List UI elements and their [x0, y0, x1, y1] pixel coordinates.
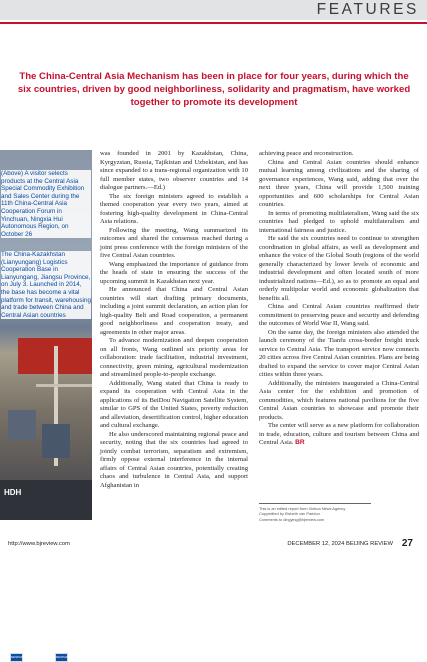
photo-ground: [0, 480, 92, 520]
body-paragraph: Wang emphasized the importance of guidance from the heads of state in ensuring the success of the upcoming summit in Kazakhstan next year.: [100, 260, 248, 285]
body-paragraph: He said the six countries need to continue to strengthen coordination in global affairs, as well as development and enhance the voice of the Global South (regions of the world generally characterized by lower levels of economic and industrial development and often located south of more industrialized nations—Ed.), so as to promote an equal and orderly multipolar world and economic globalization that benefits all.: [259, 235, 419, 302]
footer-issue: DECEMBER 12, 2024 BEIJING REVIEW: [287, 541, 393, 547]
credit-contact: Comments to dingying@bjreview.com: [259, 516, 325, 522]
body-paragraph: China and Central Asian countries should enhance mutual learning among civilizations and the sharing of governance experiences, Wang said, adding that over the next three years, China will provide 1,500 training opportunities and 600 scholarships for Central Asian countries.: [259, 158, 419, 208]
photo-truck-cab: [42, 424, 70, 458]
section-label: FEATURES: [316, 1, 419, 18]
body-paragraph: China and Central Asian countries reaffirmed their commitment to preserving peace and security and defending the outcomes of World War II, Wang said.: [259, 303, 419, 327]
body-column-1: [100, 150, 248, 490]
photo-truck-cab: [8, 410, 36, 440]
body-paragraph: The six foreign ministers agreed to establish a themed cooperation year every two years, aimed at fostering high-quality development in China-Central Asia relations.: [100, 192, 248, 225]
body-paragraph: Additionally, Wang stated that China is ready to expand its cooperation with Central Asia in the applications of its BeiDou Navigation Satellite System, similar to GPS of the United States, poverty reduction and alleviation, desertification control, higher education and cultural exchange.: [100, 379, 248, 429]
body-paragraph: He announced that China and Central Asian countries will start drafting primary documents, including a joint summit declaration, an action plan for high-quality Belt and Road cooperation, a permanent good neighborliness and cooperation treaty, and agreements in other major areas.: [100, 286, 248, 336]
photo-badge: DESPARK: [10, 653, 23, 662]
photo-sign-text: HDH: [4, 488, 22, 497]
body-paragraph: In terms of promoting multilateralism, Wang said the six countries had pledged to uphold multilateralism and international fairness and justice.: [259, 209, 419, 234]
header-rule: [0, 22, 427, 24]
footer-url[interactable]: http://www.bjreview.com: [8, 541, 70, 547]
body-column-2: [259, 150, 419, 448]
body-paragraph: was founded in 2001 by Kazakhstan, China, Kyrgyzstan, Russia, Tajikistan and Uzbekistan, and has since expanded to a trans-regional organization with 10 full member states, two observer countries and 14 dialogue partners.—Ed.): [100, 150, 248, 191]
article-deck: The China-Central Asia Mechanism has been in place for four years, during which the six countries, driven by good neighborliness, solidarity and pragmatism, have worked together to promote its development: [17, 71, 411, 109]
photo-caption: (Above) A visitor selects products at the Central Asia Special Commodity Exhibition and Sales Center during the 11th China-Central Asia Cooperation Forum in Yinchuan, Ningxia Hui Autonomous Region, on October 26: [1, 170, 91, 238]
body-paragraph: On the same day, the foreign ministers also attended the launch ceremony of the Tianfu cross-border freight truck service to Central Asia. The transport service now connects 20 cities across five Central Asian countries. Plans are being drafted to expand the service to cover major Central Asian cities within three years.: [259, 328, 419, 378]
body-paragraph: Additionally, the ministers inaugurated a China-Central Asia center for the exhibition and promotion of commodities, which features national pavilions for the five Central Asian countries to showcase and promote their products.: [259, 379, 419, 421]
credits-rule: [259, 503, 371, 504]
photo-crane-arm: [36, 384, 92, 387]
body-paragraph: achieving peace and reconstruction.: [259, 150, 354, 157]
article-credits: [259, 506, 419, 522]
body-paragraph: He also underscored maintaining regional peace and security, noting that the six countries had agreed to jointly combat terrorism, separatism and extremism, firmly oppose external interference in the internal affairs of Central Asian countries, potentially creating chaos and turbulence in Central Asia, and support Afghanistan in: [100, 430, 248, 489]
body-paragraph: Following the meeting, Wang summarized its outcomes and shared the consensus reached during a joint press conference with the foreign ministers of the five Central Asian countries.: [100, 226, 248, 259]
body-paragraph: To advance modernization and deepen cooperation on all fronts, Wang outlined six priority areas for collaboration: trade facilitation, industrial investment, connectivity, green mining, agricultural modernization and streamlined people-to-people exchange.: [100, 337, 248, 378]
credit-source: This is an edited report from Xinhua News Agency: [259, 506, 346, 511]
end-mark: BR: [295, 439, 305, 446]
final-paragraph-text: The center will serve as a new platform for collaboration in trade, education, culture and tourism between China and Central Asia.: [259, 422, 419, 446]
body-paragraph: [259, 422, 419, 448]
photo-badge: DESPARK: [55, 653, 68, 662]
page-number: 27: [401, 538, 413, 549]
credit-copyeditor: Copyedited by Elsbeth van Paridon: [259, 511, 320, 517]
photo-caption: The China-Kazakhstan (Lianyungang) Logistics Cooperation Base in Lianyungang, Jiangsu Province, on July 3. Launched in 2014, the base has become a vital platform for transit, warehousing and trade between China and Central Asian countries: [1, 251, 91, 319]
